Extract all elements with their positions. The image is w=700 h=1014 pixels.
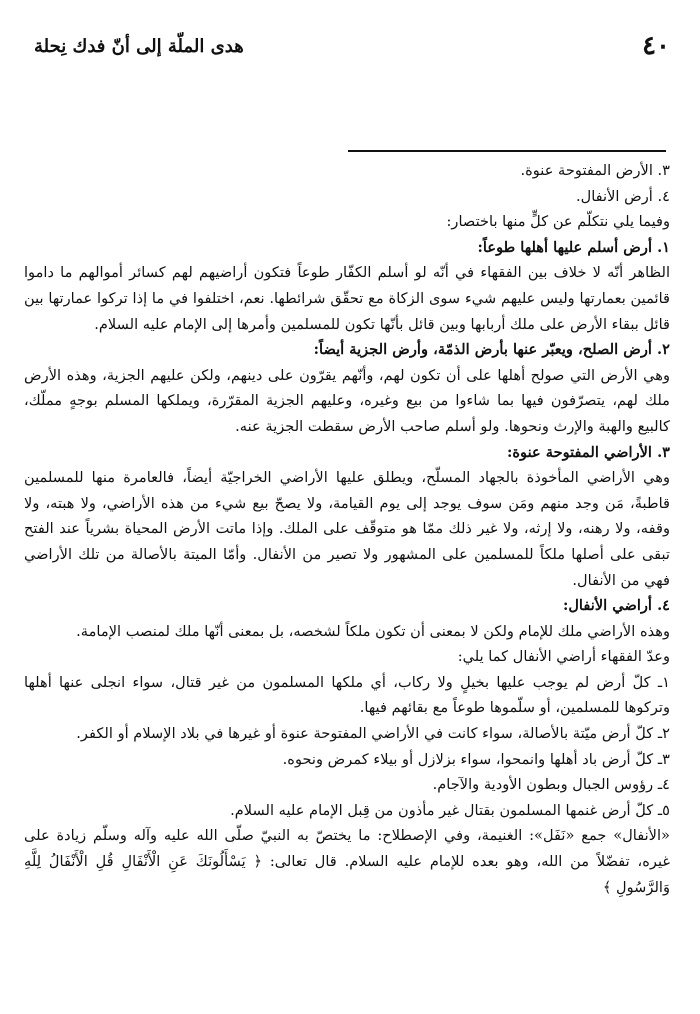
running-title: هدى الملّة إلى أنّ فدك نِحلة [34, 36, 244, 57]
section-heading-3: ٣. الأراضي المفتوحة عنوة: [507, 443, 670, 461]
anfal-item-3: ٣ـ كلّ أرض باد أهلها وانمحوا، سواء بزلازل أو بيلاء كمرض ونحوه. [282, 750, 670, 768]
anfal-item-5: ٥ـ كلّ أرض غنمها المسلمون بقتال غير مأذون من قِبل الإمام عليه السلام. [230, 801, 670, 819]
intro-sentence: وفيما يلي نتكلّم عن كلٍّ منها باختصار: [446, 213, 670, 231]
section-paragraph-4: وهذه الأراضي ملك للإمام ولكن لا بمعنى أن تكون ملكاً لشخصه، بل بمعنى أنّها ملك لمنصب الإمامة. [76, 622, 670, 640]
page-number: ٤٠ [642, 31, 670, 61]
anfal-list-intro: وعدّ الفقهاء أراضي الأنفال كما يلي: [457, 648, 670, 666]
anfal-item-2: ٢ـ كلّ أرض ميّتة بالأصالة، سواء كانت في الأراضي المفتوحة عنوة أو غيرها في بلاد الإسلام أو الكفر. [76, 725, 670, 743]
section-heading-1: ١. أرض أسلم عليها أهلها طوعاً: [477, 238, 670, 256]
section-divider [348, 150, 666, 152]
list-item-3: ٣. الأرض المفتوحة عنوة. [520, 162, 670, 179]
list-item-4: ٤. أرض الأنفال. [575, 187, 670, 205]
anfal-definition: «الأنفال» جمع «نَفَل»: الغنيمة، وفي الإصطلاح: ما يختصّ به النبيّ صلّى الله عليه وآله وسلّم زيادة على غيره، تفضّلاً من الله، وهو بعده للإمام عليه السلام. قال تعالى: ﴿ يَسْأَلُونَكَ عَنِ الْأَنْفَالِ قُلِ الْأَنْفَالُ لِلَّهِ وَالرَّسُولِ ﴾ [24, 827, 671, 896]
body-text [24, 158, 670, 900]
page-header [34, 28, 670, 68]
section-paragraph-3: وهي الأراضي المأخوذة بالجهاد المسلّح، ويطلق عليها الأراضي الخراجيّة أيضاً، فالعامرة منها للمسلمين قاطبةً، مَن وجد منهم ومَن سوف يوجد إلى يوم القيامة، ولا يصحّ بيع شيء من هذه الأراضي، ولا هبته، ولا وقفه، ولا رهنه، ولا إرثه، ولا غير ذلك ممّا هو متوقّف على الملك. وإذا ماتت الأرض المحياة بشرياً عند الفتح تبقى على أصلها ملكاً للمسلمين على المشهور ولا تصير من الأنفال. وأمّا الميتة بالأصالة من تلك الأراضي فهي من الأنفال. [24, 469, 670, 589]
section-paragraph-1: الظاهر أنّه لا خلاف بين الفقهاء في أنّه لو أسلم الكفّار طوعاً فتكون أراضيهم لهم كسائر أموالهم ما داموا قائمين بعمارتها وليس عليهم شيء سوى الزكاة مع تحقّق شرائطها. نعم، اختلفوا في ما إذا تركوا عمارتها بين قائل ببقاء الأرض على ملك أربابها وبين قائل بأنّها تكون للمسلمين وأمرها إلى الإمام عليه السلام. [24, 264, 670, 333]
anfal-item-4: ٤ـ رؤوس الجبال وبطون الأودية والآجام. [432, 776, 670, 794]
section-heading-4: ٤. أراضي الأنفال: [562, 597, 670, 615]
section-heading-2: ٢. أرض الصلح، ويعبّر عنها بأرض الذمّة، وأرض الجزية أيضاً: [313, 341, 670, 359]
anfal-item-1: ١ـ كلّ أرض لم يوجب عليها بخيلٍ ولا ركاب، أي ملكها المسلمون من غير قتال، سواء انجلى عنها أهلها وتركوها للمسلمين، أو سلّموها طوعاً مع بقائهم فيها. [24, 673, 670, 717]
section-paragraph-2: وهي الأرض التي صولح أهلها على أن تكون لهم، وأنّهم يقرّون على دينهم، ولكن عليهم الجزية، وهذه الأرض ملك لهم، يتصرّفون فيها بما شاءوا من بيع وغيره، وعليهم الجزية المقرّرة، ويملكها المسلم بوجهٍ مملّك، كالبيع والهبة والإرث ونحوها. ولو أسلم صاحب الأرض سقطت الجزية عنه. [24, 366, 670, 435]
